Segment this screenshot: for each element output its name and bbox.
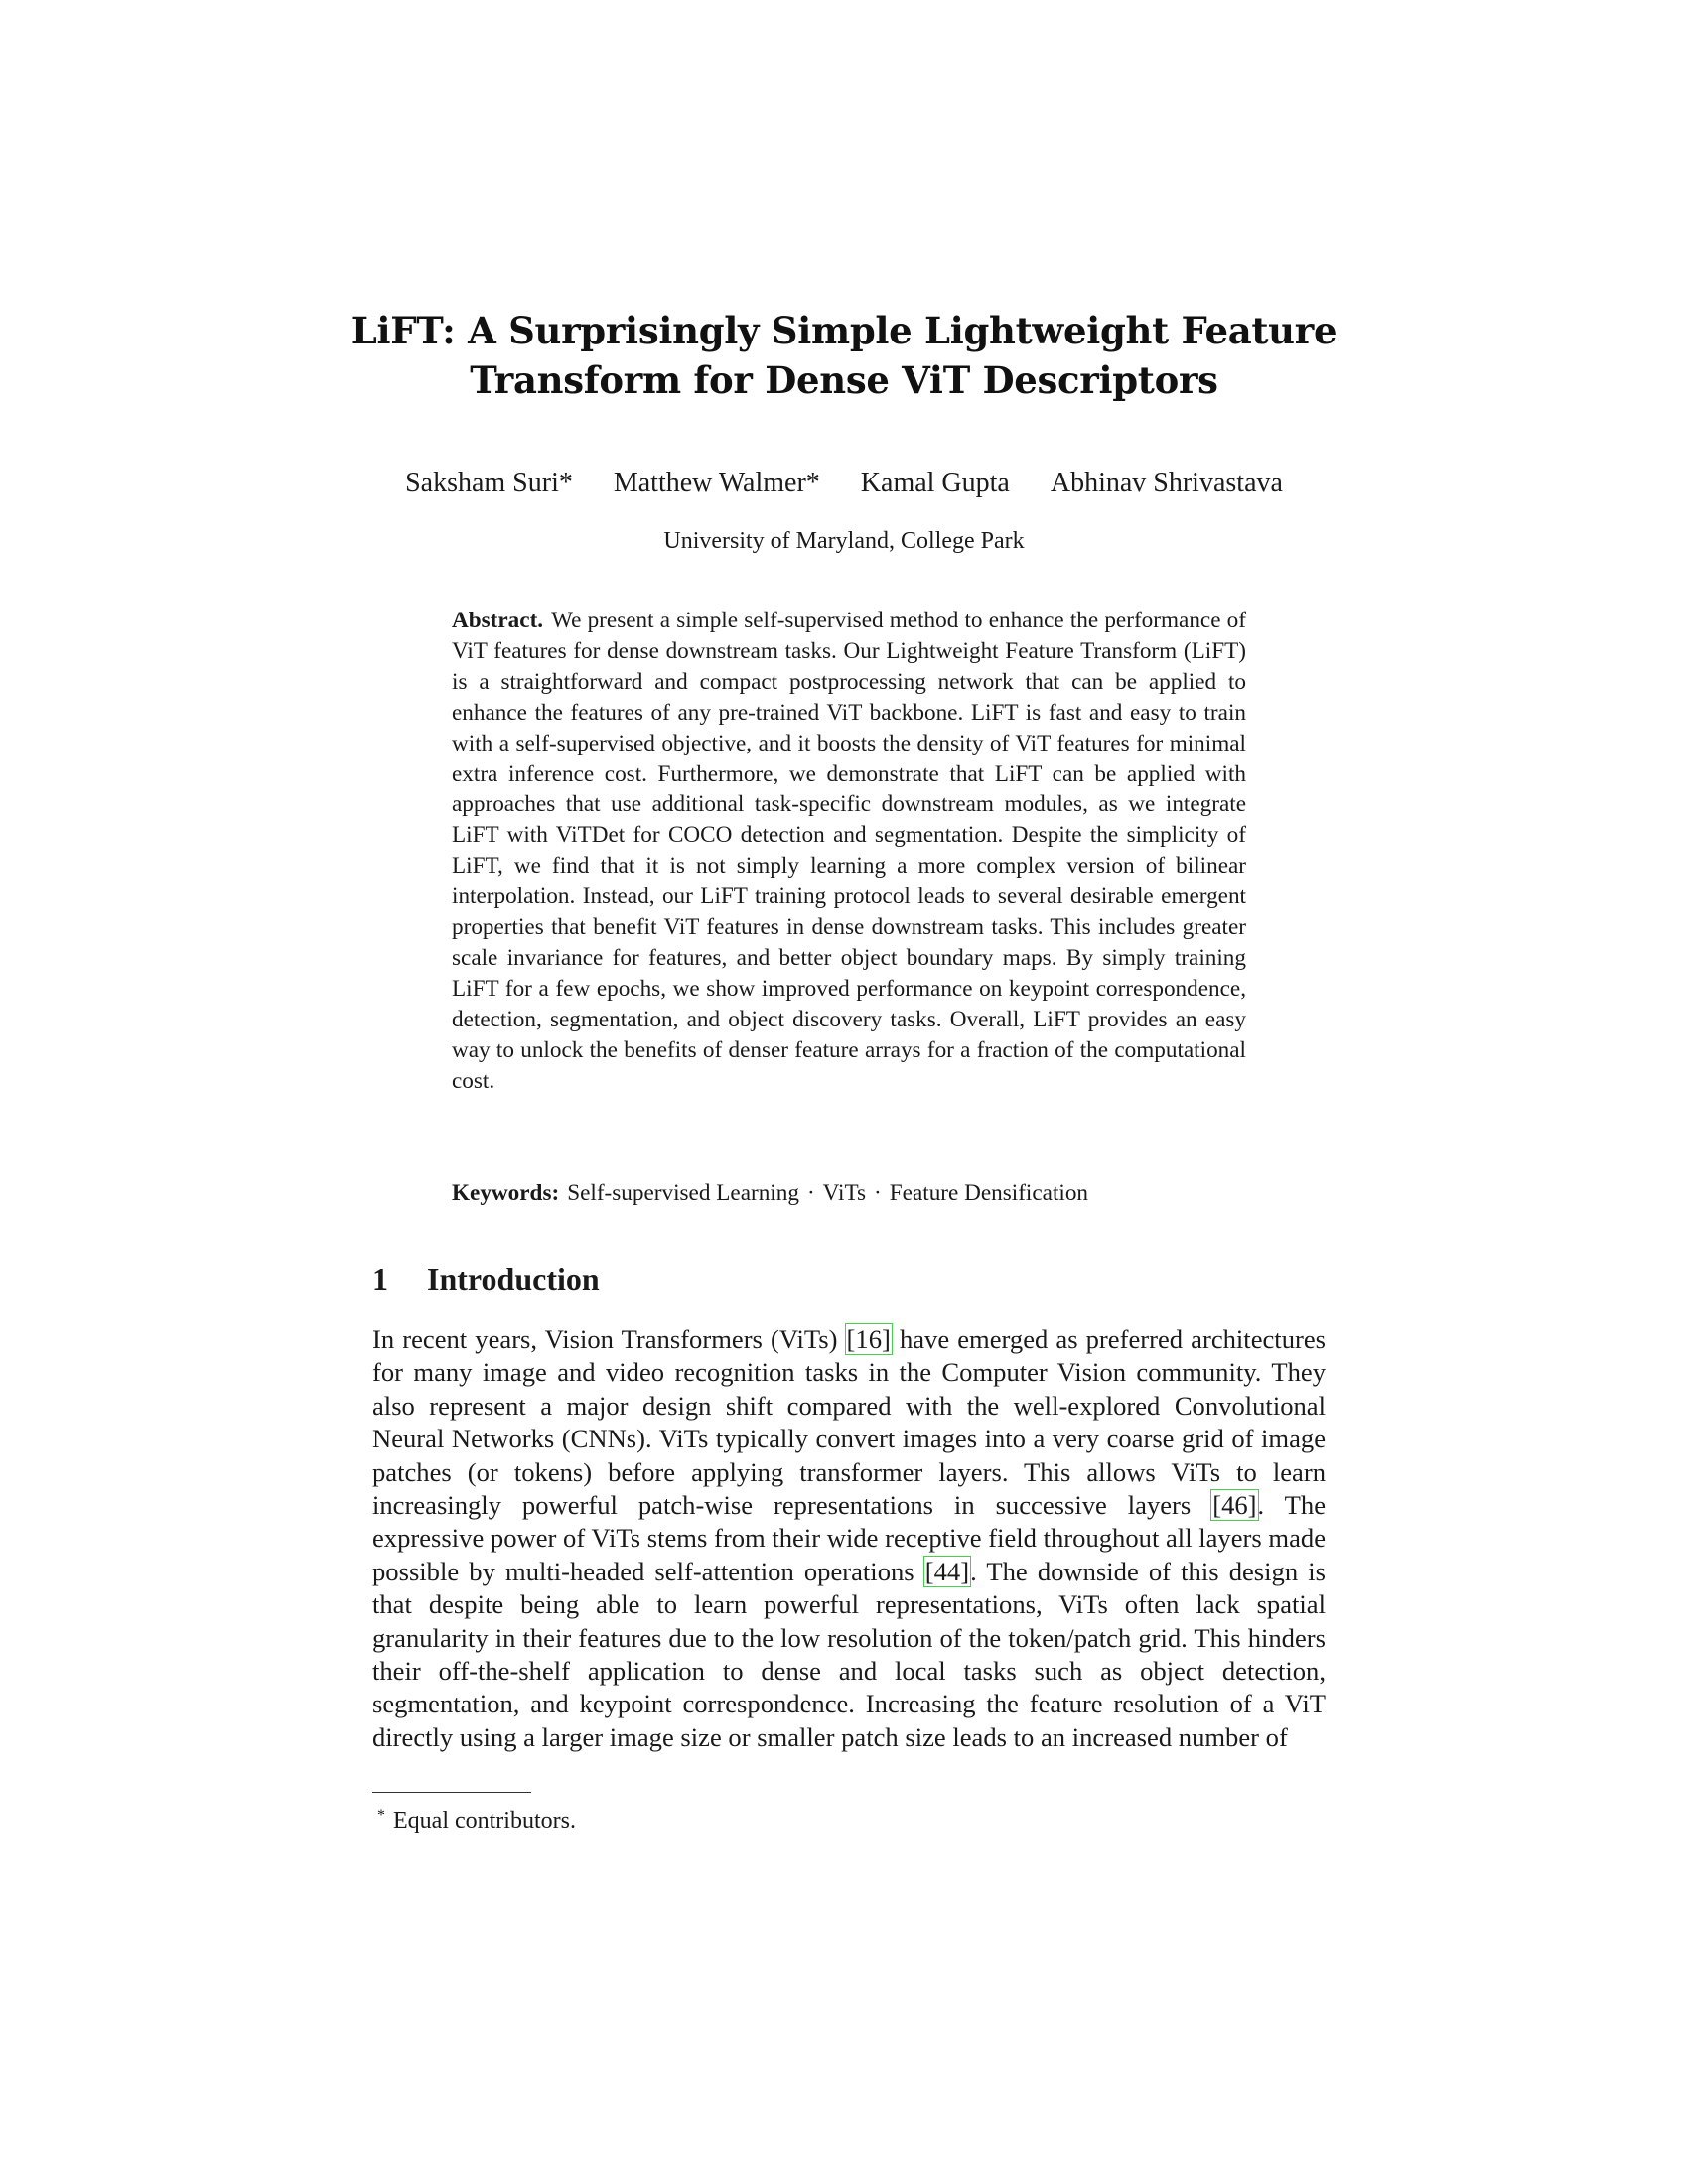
intro-text-1: In recent years, Vision Transformers (ViTs) [372,1324,846,1354]
keyword-separator: · [806,1180,815,1206]
section-number: 1 [372,1261,388,1297]
keywords [452,1178,1246,1208]
section-heading [372,1259,1266,1298]
citation-link[interactable]: [44] [924,1556,970,1586]
affiliation: University of Maryland, College Park [663,528,1025,554]
author-3: Kamal Gupta [860,468,1010,498]
keyword-2: ViTs [822,1180,867,1206]
abstract [452,606,1246,1097]
keyword-3: Feature Densification [889,1180,1089,1206]
title-line-1: LiFT: A Surprisingly Simple Lightweight Feature [351,309,1337,352]
citation-link[interactable]: [16] [846,1324,891,1354]
paper-title [298,306,1390,405]
intro-text-2: have emerged as preferred architectures for many image and video recognition tasks in the Computer Vision community. They also represent a major design shift compared with the well-explored Convolutional Neural Networks (CNNs). ViTs typically convert images into a very coarse grid of image patches (or tokens) before applying transformer layers. This allows ViTs to learn increasingly powerful patch-wise representations in successive layers [372,1324,1326,1521]
section-title: Introduction [427,1261,600,1297]
intro-text-3: . The expressive power of ViTs stems from their wide receptive field throughout all layers made possible by multi-headed self-attention operations [372,1490,1326,1586]
author-4: Abhinav Shrivastava [1050,468,1283,498]
footnote-text: Equal contributors. [393,1808,576,1834]
citation-link[interactable]: [46] [1212,1490,1257,1521]
intro-paragraph [372,1323,1326,1754]
abstract-label: Abstract. [452,608,544,633]
keywords-label: Keywords: [452,1180,560,1206]
author-list [298,467,1390,500]
keyword-1: Self-supervised Learning [567,1180,799,1206]
footnote-rule [372,1792,531,1793]
author-1: Saksham Suri* [405,468,573,498]
author-2: Matthew Walmer* [613,468,820,498]
title-line-2: Transform for Dense ViT Descriptors [470,358,1218,402]
intro-text-4: . The downside of this design is that despite being able to learn powerful representations, ViTs often lack spatial granularity in their features due to the low resolution of the token/patch grid. This hinders their off-the-shelf application to dense and local tasks such as object detection, segmentation, and keypoint correspondence. Increasing the feature resolution of a ViT directly using a larger image size or smaller patch size leads to an increased number of [372,1556,1326,1752]
footnote-mark: * [377,1807,385,1824]
keyword-separator: · [874,1180,882,1206]
footnote [377,1801,1271,1836]
abstract-text: We present a simple self-supervised method to enhance the performance of ViT features for dense downstream tasks. Our Lightweight Feature Transform (LiFT) is a straightforward and compact postprocessing network that can be applied to enhance the features of any pre-trained ViT backbone. LiFT is fast and easy to train with a self-supervised objective, and it boosts the density of ViT features for minimal extra inference cost. Furthermore, we demonstrate that LiFT can be applied with approaches that use additional task-specific downstream modules, as we integrate LiFT with ViTDet for COCO detection and segmentation. Despite the simplicity of LiFT, we find that it is not simply learning a more complex version of bilinear interpolation. Instead, our LiFT training protocol leads to several desirable emergent properties that benefit ViT features in dense downstream tasks. This includes greater scale invariance for features, and better object boundary maps. By simply training LiFT for a few epochs, we show improved performance on keypoint correspondence, detection, segmentation, and object discovery tasks. Overall, LiFT provides an easy way to unlock the benefits of denser feature arrays for a fraction of the computational cost. [452,608,1246,1094]
